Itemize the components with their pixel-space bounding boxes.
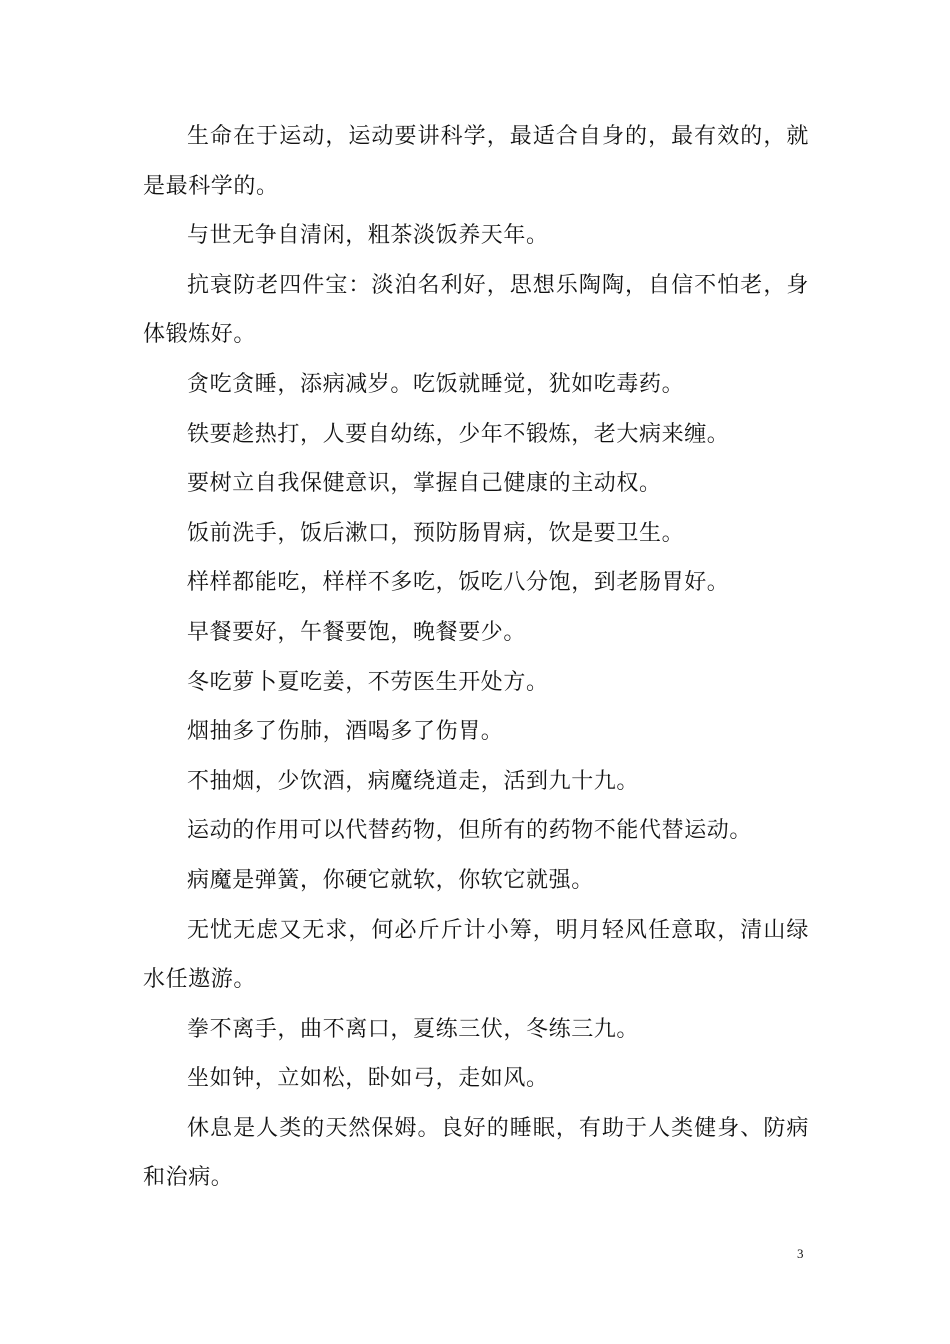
page-number: 3 [797, 1246, 804, 1261]
paragraph-9: 早餐要好，午餐要饱，晚餐要少。 [187, 619, 527, 645]
paragraph-10: 冬吃萝卜夏吃姜，不劳医生开处方。 [187, 669, 549, 695]
paragraph-18: 休息是人类的天然保姆。良好的睡眠，有助于人类健身、防病和治病。 [143, 1115, 809, 1191]
paragraph-12: 不抽烟，少饮酒，病魔绕道走，活到九十九。 [187, 768, 640, 794]
paragraph-3: 抗衰防老四件宝：淡泊名利好，思想乐陶陶，自信不怕老，身体锻炼好。 [143, 272, 809, 348]
paragraph-11: 烟抽多了伤肺，酒喝多了伤胃。 [187, 719, 504, 745]
paragraph-1: 生命在于运动，运动要讲科学，最适合自身的，最有效的，就是最科学的。 [143, 124, 809, 199]
paragraph-16: 拳不离手，曲不离口，夏练三伏，冬练三九。 [187, 1016, 640, 1042]
paragraph-4: 贪吃贪睡，添病减岁。吃饭就睡觉，犹如吃毒药。 [187, 371, 685, 397]
paragraph-5: 铁要趁热打，人要自幼练，少年不锻炼，老大病来缠。 [187, 421, 730, 447]
paragraph-6: 要树立自我保健意识，掌握自己健康的主动权。 [187, 471, 662, 497]
paragraph-17: 坐如钟，立如松，卧如弓，走如风。 [187, 1066, 549, 1092]
paragraph-2: 与世无争自清闲，粗茶淡饭养天年。 [187, 223, 549, 249]
paragraph-8: 样样都能吃，样样不多吃，饭吃八分饱，到老肠胃好。 [187, 570, 730, 596]
paragraph-15: 无忧无虑又无求，何必斤斤计小筹，明月轻风任意取，清山绿水任遨游。 [143, 917, 809, 993]
paragraph-7: 饭前洗手，饭后漱口，预防肠胃病，饮是要卫生。 [187, 520, 685, 546]
paragraph-14: 病魔是弹簧，你硬它就软，你软它就强。 [187, 867, 594, 893]
body-text [143, 112, 809, 1203]
paragraph-13: 运动的作用可以代替药物，但所有的药物不能代替运动。 [187, 818, 753, 844]
